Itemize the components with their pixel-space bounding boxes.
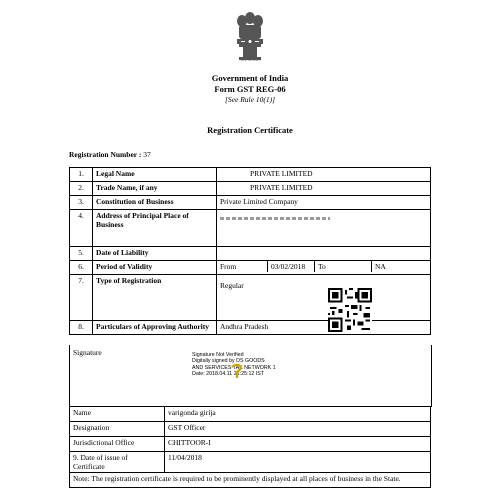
redacted-address <box>220 217 330 220</box>
row-label: Trade Name, if any <box>93 182 217 196</box>
legal-name-value: PRIVATE LIMITED <box>217 168 431 182</box>
issue-date-label: 9. Date of issue of Certificate <box>70 452 165 473</box>
validity-split <box>217 261 430 272</box>
designation-label: Designation <box>70 422 165 437</box>
signature-status: Signature Not Verified <box>192 352 244 358</box>
approving-authority-value: Andhra Pradesh <box>217 321 431 335</box>
row-label: Type of Registration <box>93 275 217 321</box>
national-emblem-icon <box>233 10 267 62</box>
table-row <box>70 452 431 473</box>
registration-number-value: 37 <box>143 150 151 159</box>
rule-reference: [See Rule 10(1)] <box>225 95 275 104</box>
row-number: 6. <box>70 261 93 275</box>
table-row <box>70 182 431 196</box>
officer-name-value: varigonda girija <box>165 407 431 422</box>
table-row <box>70 196 431 210</box>
table-row <box>70 422 431 437</box>
emblem-caption: सत्यमेव जयते <box>240 57 260 62</box>
table-row <box>70 168 431 182</box>
government-title: Government of India <box>211 73 289 83</box>
registration-type-value: Regular <box>217 275 431 321</box>
row-number: 3. <box>70 196 93 210</box>
table-row <box>70 275 431 321</box>
signature-date: Date: 2018.04.11 21:25:12 IST <box>192 370 265 377</box>
table-row <box>70 321 431 335</box>
table-row <box>70 247 431 261</box>
issuing-officer-table <box>69 406 431 488</box>
validity-from-label: From <box>217 261 268 272</box>
designation-value: GST Officer <box>165 422 431 437</box>
row-label: Date of Liability <box>93 247 217 261</box>
trade-name-value: PRIVATE LIMITED <box>217 182 431 196</box>
officer-name-label: Name <box>70 407 165 422</box>
signature-label: Signature <box>73 348 102 357</box>
constitution-value: Private Limited Company <box>217 196 431 210</box>
jurisdiction-value: CHITTOOR-I <box>165 437 431 452</box>
row-number: 4. <box>70 210 93 247</box>
row-number: 5. <box>70 247 93 261</box>
row-number: 7. <box>70 275 93 321</box>
validity-value <box>217 261 431 275</box>
validity-from-date: 03/02/2018 <box>268 261 315 272</box>
jurisdiction-label: Jurisdictional Office <box>70 437 165 452</box>
table-row <box>70 437 431 452</box>
signature-signer: Digitally signed by DS GOODS <box>192 358 265 365</box>
signature-block <box>69 345 432 407</box>
row-label: Legal Name <box>93 168 217 182</box>
address-value <box>217 210 431 247</box>
signature-tick-icon <box>228 362 246 380</box>
registration-number-label: Registration Number : <box>69 150 142 159</box>
registration-number <box>69 150 151 159</box>
validity-to-date: NA <box>375 262 386 271</box>
row-label: Particulars of Approving Authority <box>93 321 217 335</box>
table-row <box>70 261 431 275</box>
validity-to-label: To <box>315 261 372 272</box>
table-row <box>70 407 431 422</box>
row-label: Period of Validity <box>93 261 217 275</box>
row-label: Address of Principal Place of Business <box>93 210 217 247</box>
certificate-title: Registration Certificate <box>207 125 293 135</box>
display-note: Note: The registration certificate is required to be prominently displayed at all places of business in the State. <box>70 473 431 488</box>
table-row <box>70 210 431 247</box>
form-title: Form GST REG-06 <box>214 84 286 94</box>
table-row <box>70 473 431 488</box>
row-number: 2. <box>70 182 93 196</box>
row-number: 1. <box>70 168 93 182</box>
qr-code <box>328 288 372 332</box>
liability-value <box>217 247 431 261</box>
row-label: Constitution of Business <box>93 196 217 210</box>
row-number: 8. <box>70 321 93 335</box>
registration-details-table <box>69 167 431 335</box>
issue-date-value: 11/04/2018 <box>165 452 431 473</box>
signature-signer-cont: AND SERVICES TAX NETWORK 1 <box>192 364 276 371</box>
